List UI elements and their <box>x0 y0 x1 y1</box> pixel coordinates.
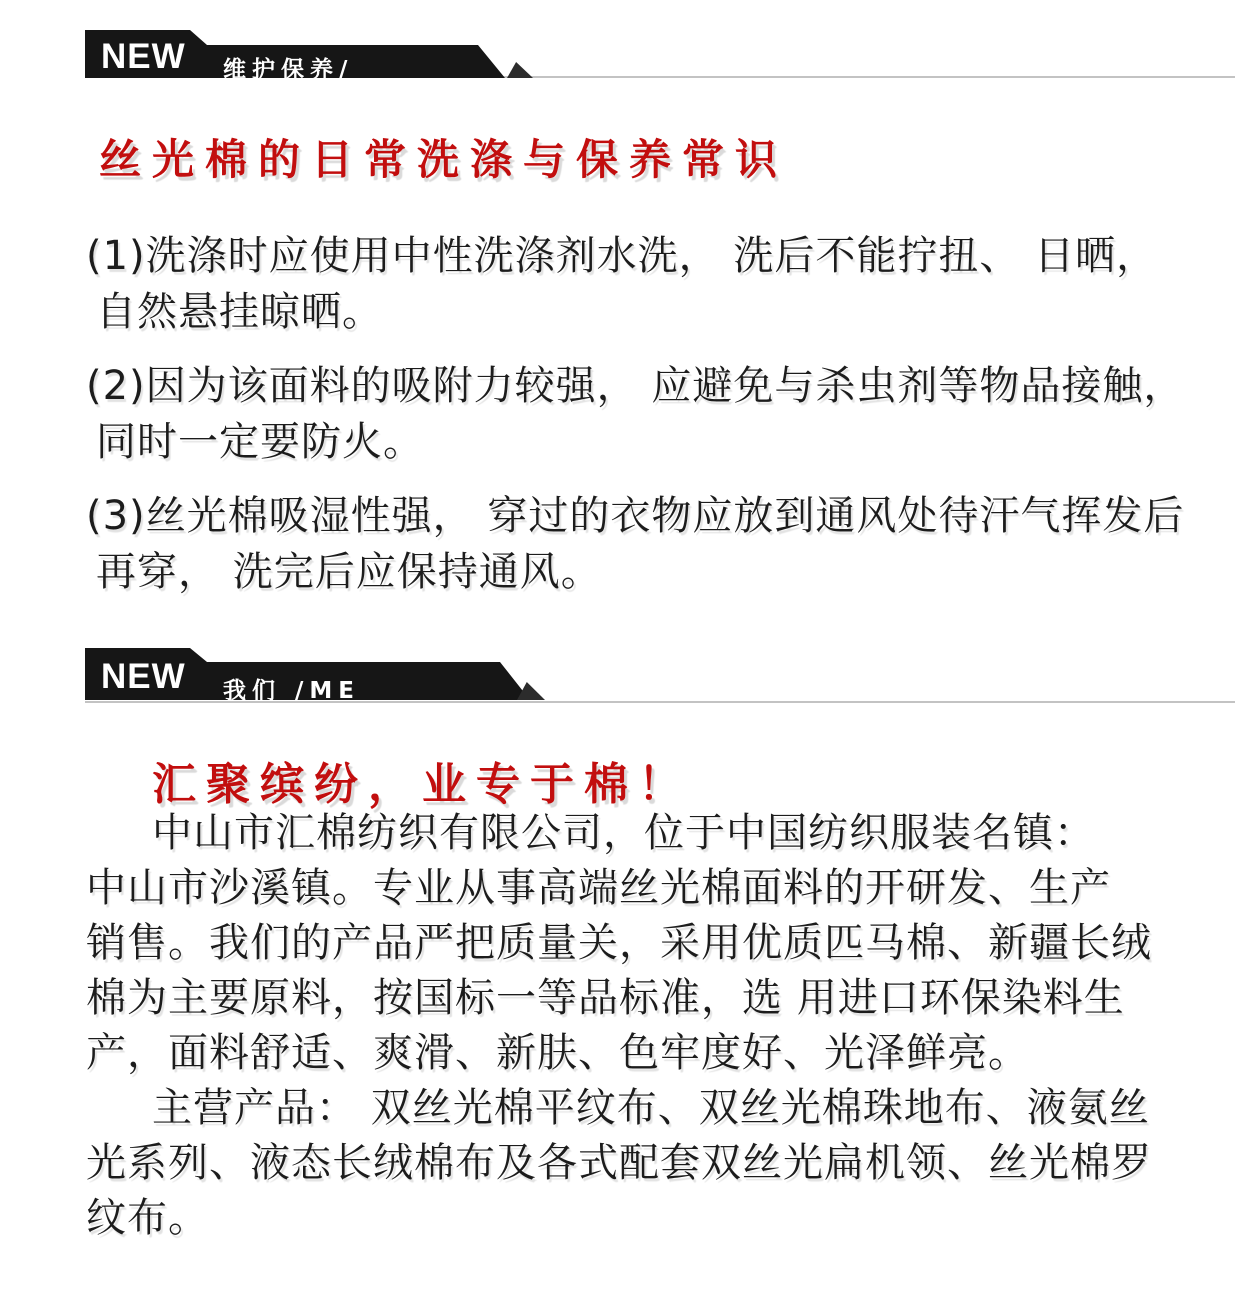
about-text-line: 中山市汇棉纺织有限公司，位于中国纺织服装名镇： <box>152 810 1095 856</box>
about-text-line: 纹布。 <box>86 1195 209 1241</box>
care-item-line: 自然悬挂晾晒。 <box>96 289 383 335</box>
about-section-text <box>86 806 1152 1246</box>
about-text-line: 光系列、液态长绒棉布及各式配套双丝光扁机领、丝光棉罗 <box>86 1140 1152 1186</box>
care-item-line: 同时一定要防火。 <box>96 419 424 465</box>
about-text-line: 主营产品： 双丝光棉平纹布、双丝光棉珠地布、液氨丝 <box>152 1085 1150 1131</box>
care-item-line: (3)丝光棉吸湿性强， 穿过的衣物应放到通风处待汗气挥发后 <box>86 493 1185 539</box>
care-item <box>86 228 1157 340</box>
about-banner <box>85 648 1235 706</box>
care-item-line: (2)因为该面料的吸附力较强， 应避免与杀虫剂等物品接触， <box>86 363 1185 409</box>
banner-fold-wedge <box>507 62 533 78</box>
care-item-line: 再穿， 洗完后应保持通风。 <box>96 549 602 595</box>
care-item <box>86 358 1184 470</box>
about-text-line: 销售。我们的产品严把质量关，采用优质匹马棉、新疆长绒 <box>86 920 1152 966</box>
care-item <box>86 488 1184 600</box>
banner-label: 我们 /ME <box>223 678 361 704</box>
care-section-title: 丝光棉的日常洗涤与保养常识 <box>99 135 789 184</box>
banner-label: 维护保养/ <box>223 57 354 83</box>
new-badge: NEW <box>101 37 186 76</box>
about-text-line: 产，面料舒适、爽滑、新肤、色牢度好、光泽鲜亮。 <box>86 1030 1029 1076</box>
about-text-line: 棉为主要原料，按国标一等品标准，选 用进口环保染料生 <box>86 975 1125 1021</box>
new-badge: NEW <box>101 657 186 696</box>
care-item-line: (1)洗涤时应使用中性洗涤剂水洗， 洗后不能拧扭、 日晒， <box>86 233 1158 279</box>
maintenance-banner <box>85 30 1235 82</box>
about-text-line: 中山市沙溪镇。专业从事高端丝光棉面料的开研发、生产 <box>86 865 1111 911</box>
about-section-title: 汇聚缤纷，业专于棉！ <box>152 759 692 810</box>
